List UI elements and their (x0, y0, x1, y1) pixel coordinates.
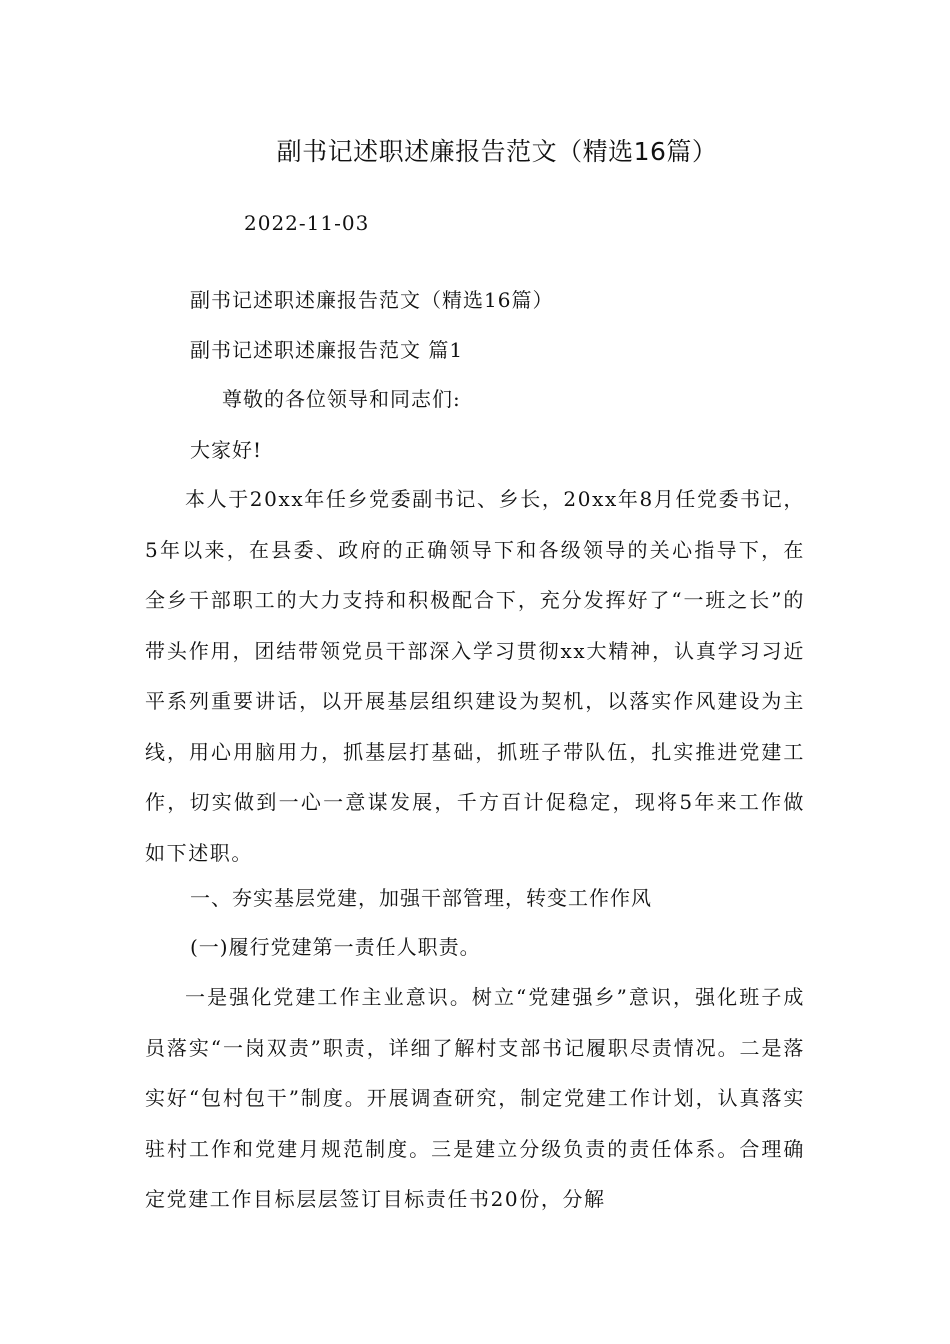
body-paragraph-2: 一是强化党建工作主业意识。树立“党建强乡”意识，强化班子成员落实“一岗双责”职责，详细了解村支部书记履职尽责情况。二是落实好“包村包干”制度。开展调查研究，制定党建工作计划，认真落实驻村工作和党建月规范制度。三是建立分级负责的责任体系。合理确定党建工作目标层层签订目标责任书20份，分解 (145, 985, 805, 1211)
salutation: 尊敬的各位领导和同志们: (222, 387, 461, 411)
document-title: 副书记述职述廉报告范文（精选16篇） (276, 137, 718, 166)
document-subtitle: 副书记述职述廉报告范文（精选16篇） (190, 288, 554, 312)
heading-1: 一、夯实基层党建，加强干部管理，转变工作作风 (190, 886, 652, 910)
heading-1-1: (一)履行党建第一责任人职责。 (190, 935, 481, 959)
greeting: 大家好! (190, 438, 263, 462)
section-title: 副书记述职述廉报告范文 篇1 (190, 338, 464, 362)
document-date: 2022-11-03 (244, 211, 370, 235)
body-paragraph-1: 本人于20xx年任乡党委副书记、乡长，20xx年8月任党委书记，5年以来，在县委、政府的正确领导下和各级领导的关心指导下，在全乡干部职工的大力支持和积极配合下，充分发挥好了“一班之长”的带头作用，团结带领党员干部深入学习贯彻xx大精神，认真学习习近平系列重要讲话，以开展基层组织建设为契机，以落实作风建设为主线，用心用脑用力，抓基层打基础，抓班子带队伍，扎实推进党建工作，切实做到一心一意谋发展，千方百计促稳定，现将5年来工作做如下述职。 (145, 487, 805, 865)
